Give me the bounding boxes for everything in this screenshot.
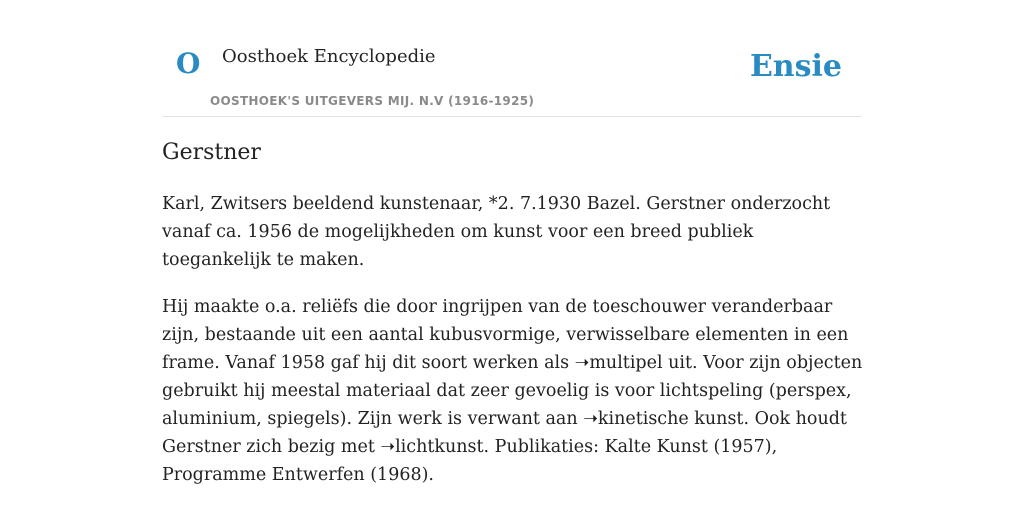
source-title[interactable]: Oosthoek Encyclopedie [222,46,436,67]
entry-content [162,140,866,508]
source-logo-icon: O [176,47,201,80]
header [162,0,862,117]
entry-paragraph-2 [162,293,866,489]
publisher-label: OOSTHOEK'S UITGEVERS MIJ. N.V (1916-1925) [210,94,535,108]
paragraph-text: . Publikaties: Kalte Kunst (1957), Programme Entwerfen (1968). [162,437,778,486]
paragraph-text: Hij maakte o.a. reliëfs die door ingrijpen van de toeschouwer veranderbaar zijn, bestaande uit een aantal kubusvormige, verwisselbare elementen in een frame. Vanaf 1958 gaf hij dit soort werken als [162,297,849,374]
entry-title: Gerstner [162,140,261,165]
paragraph-text: uit. Voor zijn objecten gebruikt hij meestal materiaal dat zeer gevoelig is voor lichtspeling (perspex, aluminium, spiegels). Zijn werk is verwant aan [162,353,863,430]
paragraph-text: . Ook houdt Gerstner zich bezig met [162,409,847,458]
link-kinetische-kunst[interactable]: ➝kinetische kunst [583,409,744,430]
entry-paragraph-1: Karl, Zwitsers beeldend kunstenaar, *2. 7.1930 Bazel. Gerstner onderzocht vanaf ca. 1956 de mogelijkheden om kunst voor een breed publiek toegankelijk te maken. [162,194,831,271]
ensie-logo-link[interactable]: Ensie [749,49,842,84]
link-multipel[interactable]: ➝multipel [574,353,663,374]
link-lichtkunst[interactable]: ➝lichtkunst [380,437,484,458]
